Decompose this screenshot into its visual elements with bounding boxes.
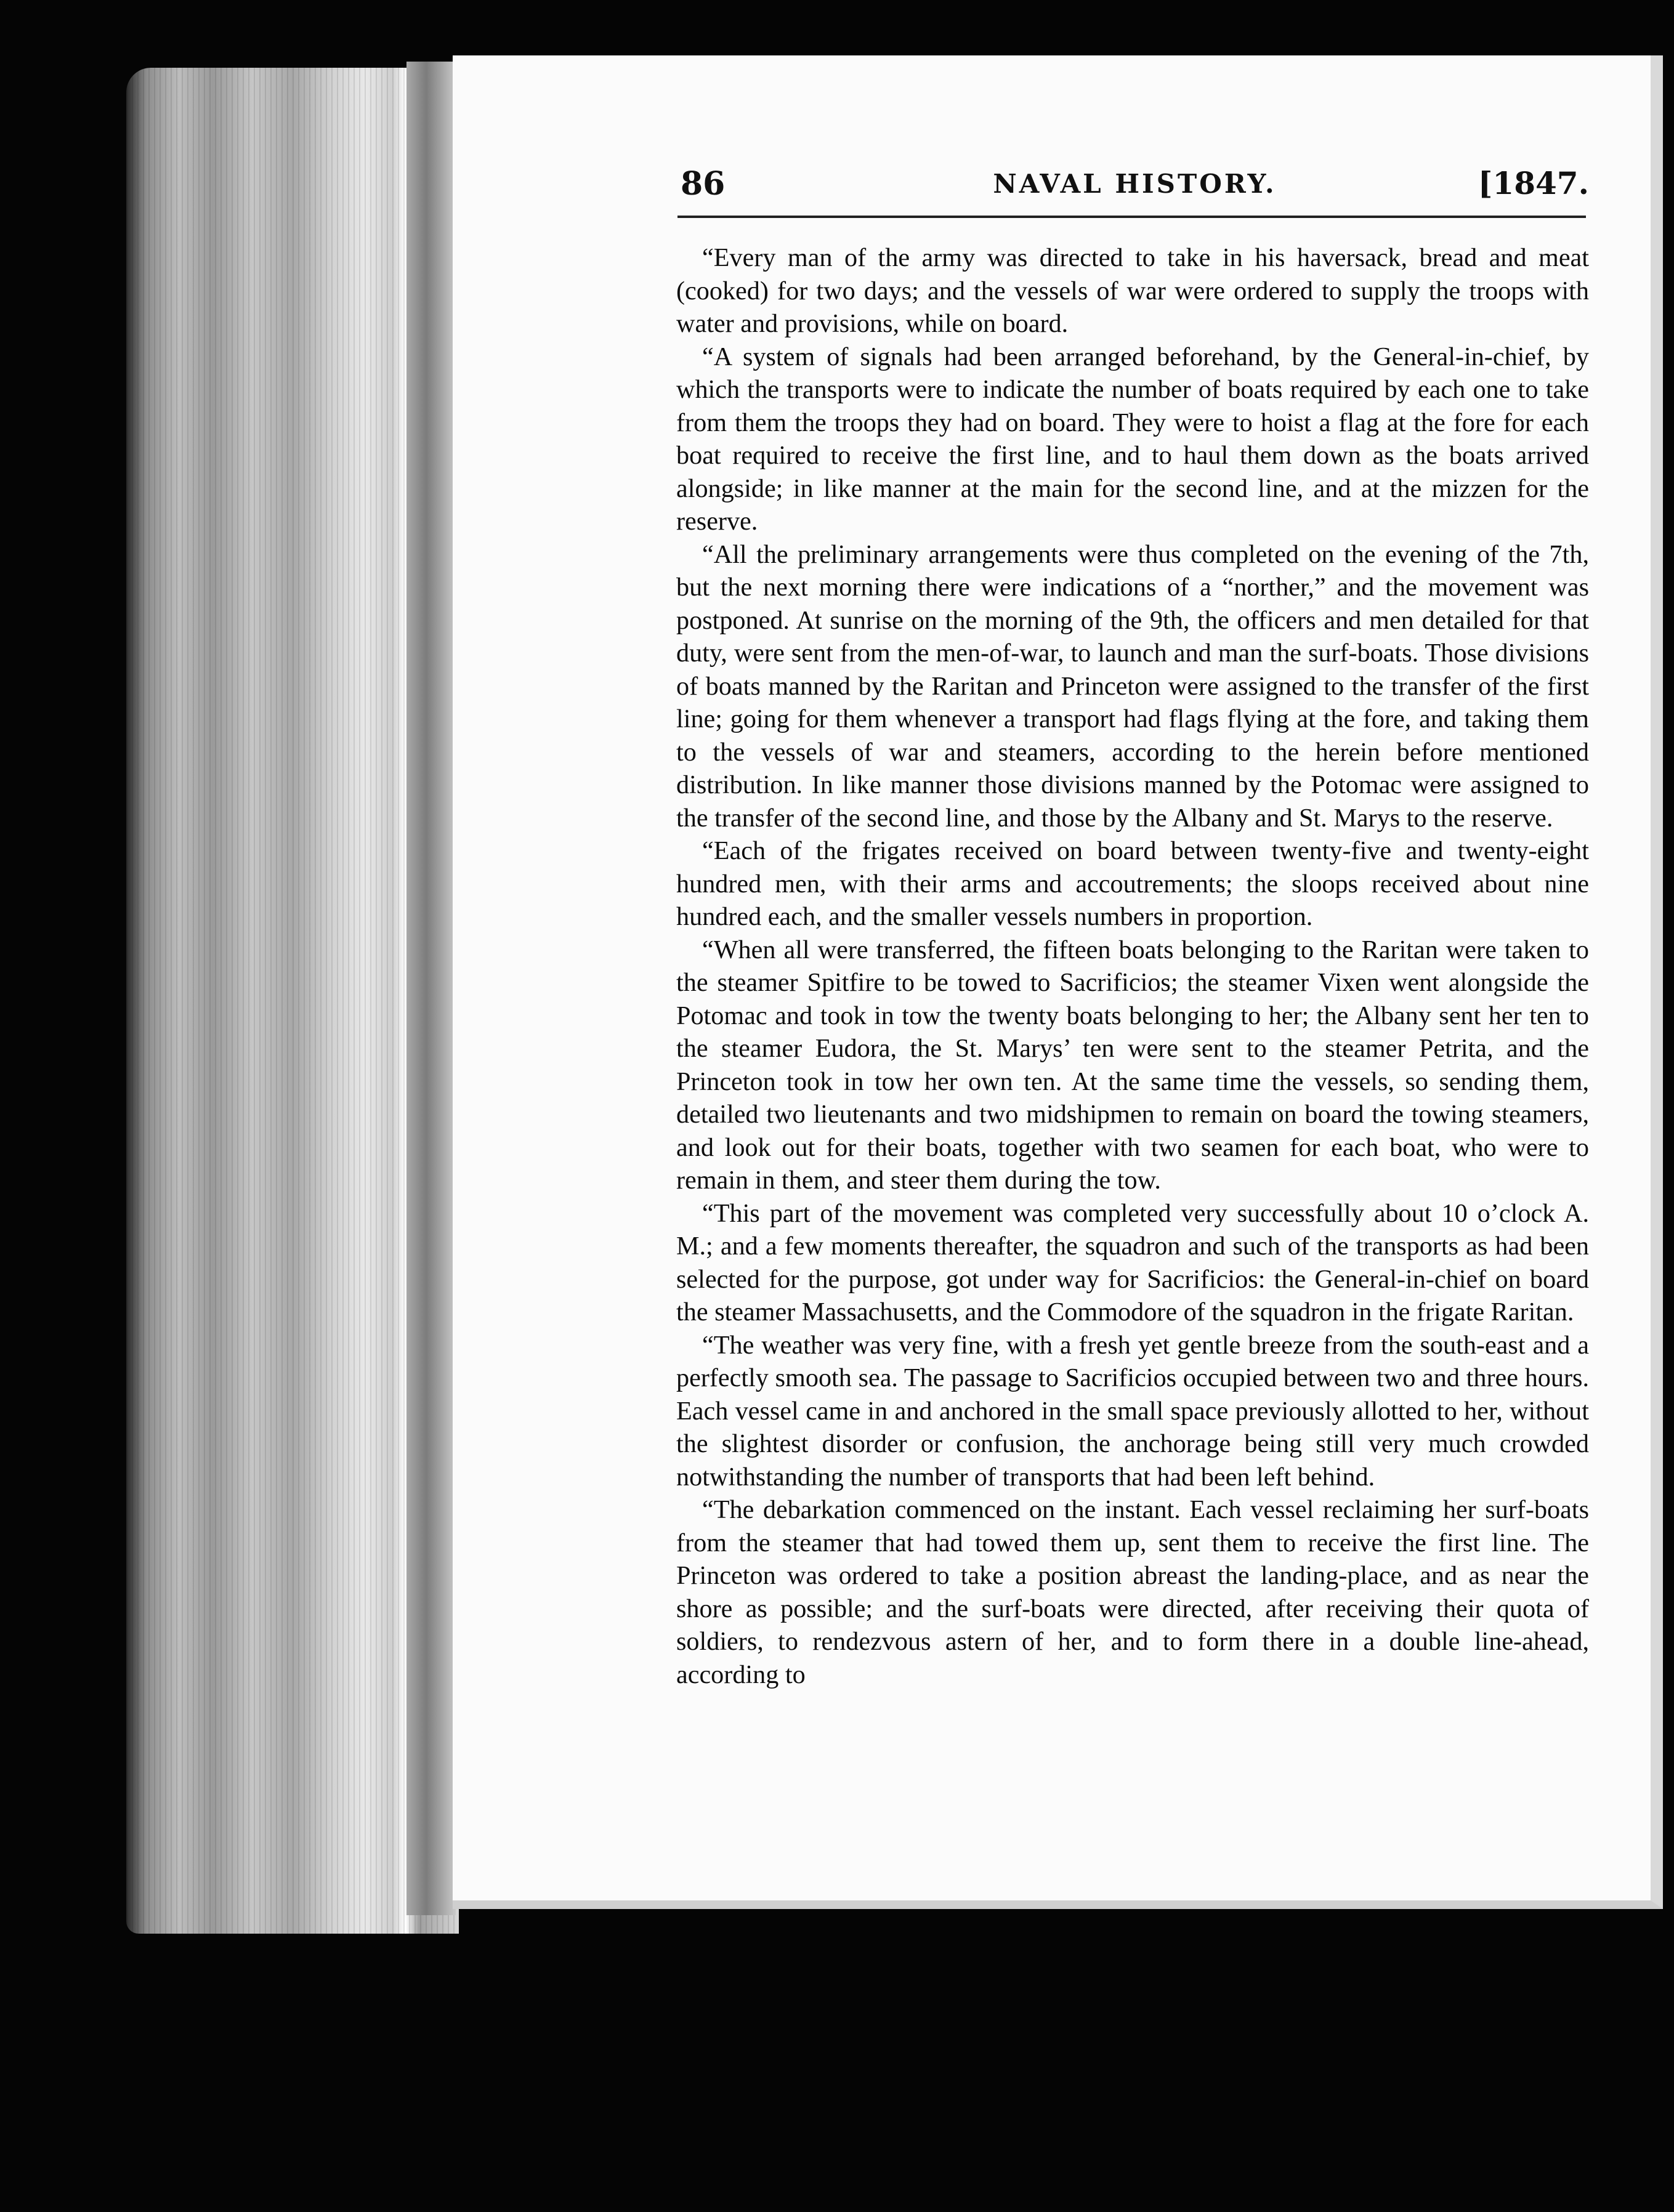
paragraph-haversack: “Every man of the army was directed to take in his haversack, bread and meat (cooked) for two days; and the vessels of war were ordered to supply the troops with water and provisions, while on board. bbox=[676, 243, 1589, 338]
page-number: 86 bbox=[681, 165, 726, 203]
paragraph-movement: “This part of the movement was completed very successfully about 10 o’clock A. M.; and a few moments thereafter, the squadron and such of the transports as had been selected for the purpose, got under way for Sacrificios: the General-in-chief on board the steamer Massachusetts, and the Commodore of the squadron in the frigate Raritan. bbox=[676, 1198, 1589, 1326]
book-gutter bbox=[406, 62, 456, 1915]
body-text bbox=[676, 241, 1589, 1691]
paragraph-transfer: “When all were transferred, the fifteen boats belonging to the Raritan were taken to the steamer Spitfire to be towed to Sacrificios; the steamer Vixen went alongside the Potomac and took in tow the twenty boats belonging to her; the Albany sent her ten to the steamer Eudora, the St. Marys’ ten were sent to the steamer Petrita, and the Princeton took in tow her own ten. At the same time the vessels, so sending them, detailed two lieutenants and two midshipmen to remain on board the towing steamers, and look out for their boats, together with two seamen for each boat, who were to remain in them, and steer them during the tow. bbox=[676, 935, 1589, 1195]
running-title: NAVAL HISTORY. bbox=[993, 169, 1277, 199]
paragraph-frigates: “Each of the frigates received on board between twenty-five and twenty-eight hundred men, with their arms and accoutrements; the sloops received about nine hundred each, and the smaller vessels numbers in proportion. bbox=[676, 836, 1589, 931]
paragraph-arrangements: “All the preliminary arrangements were thus completed on the evening of the 7th, but the next morning there were indications of a “norther,” and the movement was postponed. At sunrise on the morning of the 9th, the officers and men detailed for that duty, were sent from the men-of-war, to launch and man the surf-boats. Those divisions of boats manned by the Raritan and Princeton were assigned to the transfer of the first line; going for them whenever a transport had flags flying at the fore, and taking them to the vessels of war and steamers, according to the herein before mentioned distribution. In like manner those divisions manned by the Potomac were assigned to the transfer of the second line, and those by the Albany and St. Marys to the reserve. bbox=[676, 539, 1589, 833]
paragraph-debarkation: “The debarkation commenced on the instant. Each vessel reclaiming her surf-boats from the steamer that had towed them up, sent them to receive the first line. The Princeton was ordered to take a position abreast the landing-place, and as near the shore as possible; and the surf-boats were directed, after receiving their quota of soldiers, to rendezvous astern of her, and to form there in a double line-ahead, according to bbox=[676, 1495, 1589, 1689]
header-rule bbox=[677, 216, 1586, 218]
paragraph-signals: “A system of signals had been arranged beforehand, by the General-in-chief, by which the transports were to indicate the number of boats required by each one to take from them the troops they had on board. They were to hoist a flag at the fore for each boat required to receive the first line, and to haul them down as the boats arrived alongside; in like manner at the main for the second line, and at the mizzen for the reserve. bbox=[676, 342, 1589, 536]
running-head bbox=[681, 165, 1589, 208]
paragraph-weather: “The weather was very fine, with a fresh yet gentle breeze from the south-east and a perfectly smooth sea. The passage to Sacrificios occupied between two and three hours. Each vessel came in and anchored in the small space previously allotted to her, without the slightest disorder or confusion, the anchorage being still very much crowded notwithstanding the number of transports that had been left behind. bbox=[676, 1330, 1589, 1491]
running-year: [1847. bbox=[1478, 165, 1589, 201]
